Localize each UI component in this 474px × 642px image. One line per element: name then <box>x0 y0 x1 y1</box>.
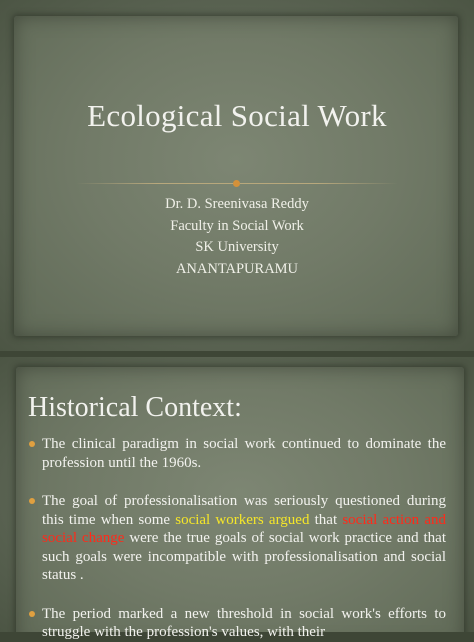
bullet-icon <box>29 441 35 447</box>
bullet-text: that <box>309 511 343 528</box>
author-name: Dr. D. Sreenivasa Reddy <box>165 196 309 212</box>
bullet-list <box>0 435 474 642</box>
bullet-text: The goal of professionalisation was seriously questioned during this time when some <box>42 493 446 528</box>
bullet-icon <box>29 611 35 617</box>
author-position: Faculty in Social Work <box>170 217 304 234</box>
slide-title: Ecological Social Work <box>87 98 387 133</box>
slide-paper-background <box>14 16 458 336</box>
highlight-red-text: social action and social change <box>42 511 446 546</box>
bullet-text: were the true goals of social work practice and that such goals were incompatible with professionalisation and social status . <box>42 530 446 583</box>
bullet-icon <box>29 498 35 504</box>
bullet-text: The period marked a new threshold in social work's efforts to struggle with the profession's values, with their <box>42 605 446 640</box>
bullet-item <box>0 492 474 585</box>
bullet-text: The clinical paradigm in social work continued to dominate the profession until the 1960s. <box>42 436 446 471</box>
bullet-item <box>0 605 474 642</box>
section-title: Historical Context: <box>28 392 242 423</box>
author-university: SK University <box>195 239 279 255</box>
highlight-yellow-text: social workers argued <box>175 511 310 528</box>
author-block <box>0 194 474 280</box>
divider-ornament-icon <box>233 180 240 187</box>
author-city: ANANTAPURAMU <box>175 260 299 277</box>
bullet-item <box>0 435 474 472</box>
